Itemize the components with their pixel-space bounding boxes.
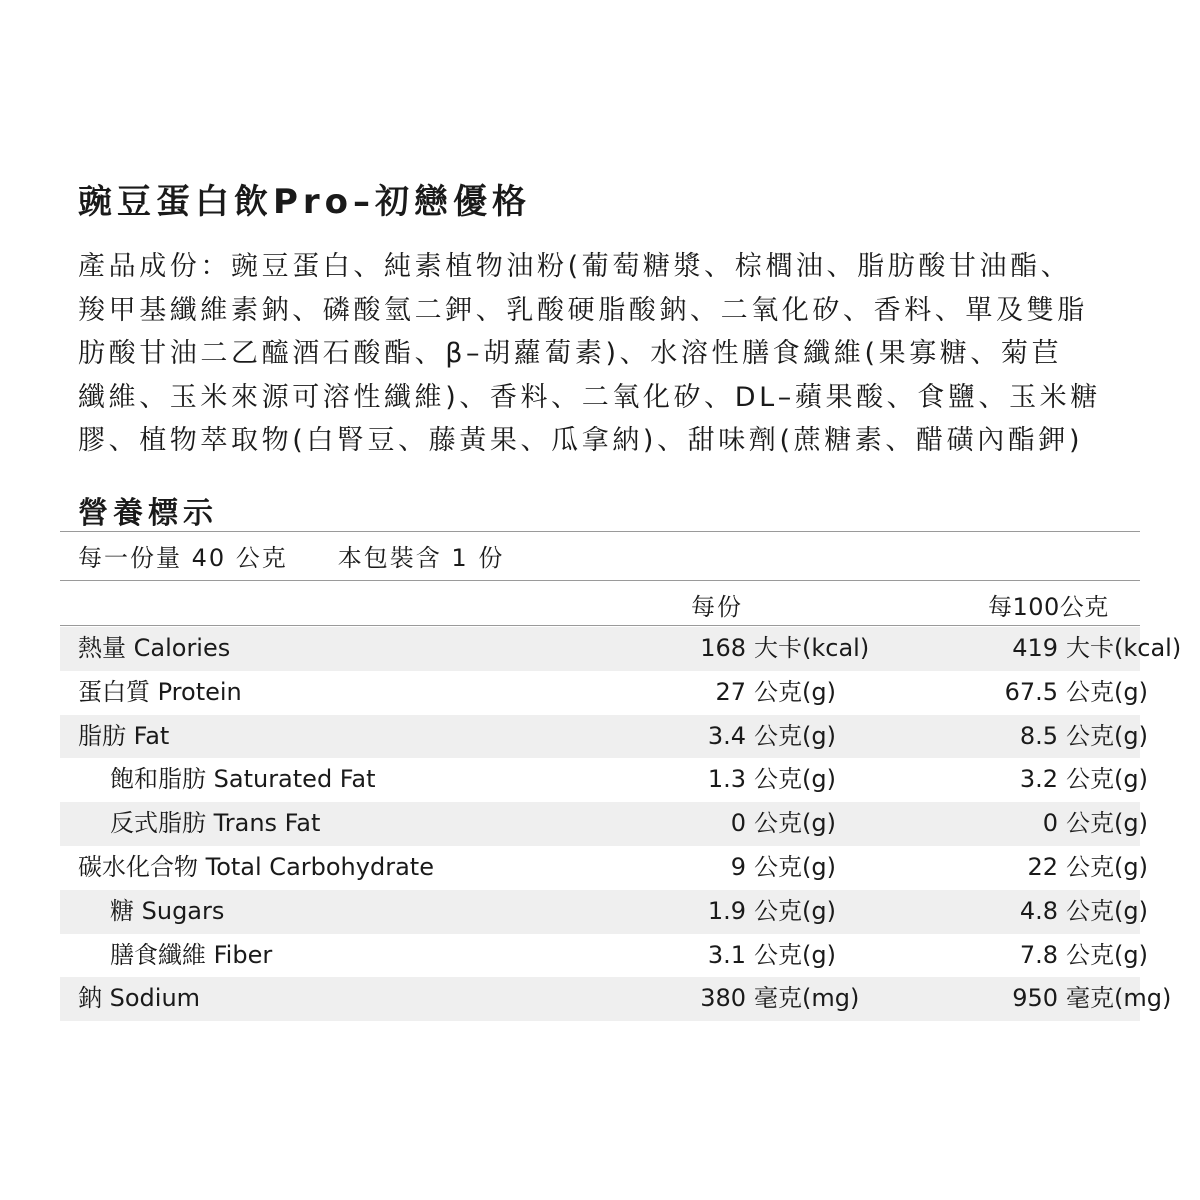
ingredients-line: 羧甲基纖維素鈉、磷酸氫二鉀、乳酸硬脂酸鈉、二氧化矽、香料、單及雙脂 (78, 294, 1088, 326)
nutrition-row-fiber (60, 934, 1148, 978)
per-serving-value (640, 758, 836, 802)
value-unit: 公克(g) (1066, 677, 1148, 706)
nutrition-row-carbohydrate (60, 846, 1148, 890)
servings-per-pack: 本包裝含 1 份 (337, 544, 505, 572)
value-number: 3.4 (707, 721, 746, 750)
ingredients-line: 產品成份：豌豆蛋白、純素植物油粉(葡萄糖漿、棕櫚油、脂肪酸甘油酯、 (78, 251, 1072, 282)
value-unit: 公克(g) (754, 896, 836, 925)
per-serving-value (640, 627, 869, 671)
nutrition-row-sugars (60, 890, 1148, 934)
value-number: 22 (1027, 852, 1058, 881)
value-number: 419 (1012, 634, 1058, 662)
nutrition-row-calories (60, 627, 1182, 671)
ingredients-line: 纖維、玉米來源可溶性纖維)、香料、二氧化矽、DL–蘋果酸、食鹽、玉米糖 (78, 381, 1101, 413)
nutrient-label: 蛋白質 Protein (78, 677, 242, 706)
per-100g-value (940, 715, 1148, 759)
nutrition-row-saturated-fat (60, 758, 1148, 802)
nutrient-label: 脂肪 Fat (78, 721, 170, 750)
value-unit: 公克(g) (1066, 852, 1148, 881)
nutrient-label: 碳水化合物 Total Carbohydrate (78, 852, 434, 881)
nutrient-label: 膳食纖維 Fiber (110, 940, 273, 969)
per-100g-value (940, 934, 1148, 978)
per-serving-value (640, 977, 859, 1021)
value-number: 3.2 (1019, 765, 1058, 794)
divider (60, 531, 1140, 532)
value-unit: 公克(g) (1066, 809, 1148, 838)
value-unit: 公克(g) (1066, 940, 1148, 969)
value-unit: 毫克(mg) (1066, 984, 1172, 1013)
value-number: 67.5 (1004, 677, 1058, 706)
nutrition-heading: 營養標示 (78, 496, 218, 531)
column-header-per-100g: 每100公克 (988, 593, 1109, 621)
per-serving-value (640, 715, 836, 759)
serving-info (78, 538, 504, 573)
value-unit: 大卡(kcal) (1066, 634, 1182, 662)
value-number: 0 (1042, 809, 1058, 838)
nutrition-row-sodium (60, 977, 1172, 1021)
value-number: 7.8 (1019, 940, 1058, 969)
product-title: 豌豆蛋白飲Pro–初戀優格 (78, 182, 532, 222)
nutrition-row-fat (60, 715, 1148, 759)
nutrient-label: 反式脂肪 Trans Fat (110, 809, 321, 838)
per-100g-value (940, 758, 1148, 802)
ingredients-line: 膠、植物萃取物(白腎豆、藤黃果、瓜拿納)、甜味劑(蔗糖素、醋磺內酯鉀) (78, 425, 1084, 456)
value-unit: 大卡(kcal) (754, 634, 870, 662)
per-serving-value (640, 671, 836, 715)
divider (60, 625, 1140, 626)
ingredients-line: 肪酸甘油二乙醯酒石酸酯、β–胡蘿蔔素)、水溶性膳食纖維(果寡糖、菊苣 (78, 338, 1063, 369)
nutrition-row-trans-fat (60, 802, 1148, 846)
value-number: 950 (1012, 984, 1058, 1013)
value-unit: 毫克(mg) (754, 984, 860, 1013)
ingredients-list (78, 245, 1140, 463)
value-unit: 公克(g) (754, 677, 836, 706)
per-100g-value (940, 846, 1148, 890)
per-100g-value (940, 890, 1148, 934)
per-100g-value (940, 802, 1148, 846)
per-serving-value (640, 802, 836, 846)
value-unit: 公克(g) (1066, 765, 1148, 794)
value-number: 8.5 (1019, 721, 1058, 750)
value-number: 168 (700, 634, 746, 662)
value-number: 27 (715, 677, 746, 706)
per-serving-value (640, 934, 836, 978)
nutrient-label: 熱量 Calories (78, 634, 231, 662)
value-unit: 公克(g) (1066, 896, 1148, 925)
serving-size: 每一份量 40 公克 (78, 544, 288, 572)
per-serving-value (640, 890, 836, 934)
value-number: 1.9 (707, 896, 746, 925)
per-100g-value (940, 671, 1148, 715)
nutrient-label: 鈉 Sodium (78, 984, 201, 1013)
value-unit: 公克(g) (1066, 721, 1148, 750)
value-number: 9 (730, 852, 746, 881)
per-100g-value (940, 977, 1171, 1021)
nutrition-row-protein (60, 671, 1148, 715)
per-100g-value (940, 627, 1181, 671)
divider (60, 580, 1140, 581)
value-number: 1.3 (707, 765, 746, 794)
value-unit: 公克(g) (754, 765, 836, 794)
nutrient-label: 飽和脂肪 Saturated Fat (110, 765, 376, 794)
nutrition-table (60, 627, 1182, 1021)
value-unit: 公克(g) (754, 809, 836, 838)
value-number: 380 (700, 984, 746, 1013)
value-number: 3.1 (707, 940, 746, 969)
value-number: 0 (730, 809, 746, 838)
value-unit: 公克(g) (754, 852, 836, 881)
column-header-per-serving: 每份 (691, 593, 743, 621)
nutrient-label: 糖 Sugars (110, 896, 225, 925)
value-number: 4.8 (1019, 896, 1058, 925)
value-unit: 公克(g) (754, 940, 836, 969)
per-serving-value (640, 846, 836, 890)
value-unit: 公克(g) (754, 721, 836, 750)
